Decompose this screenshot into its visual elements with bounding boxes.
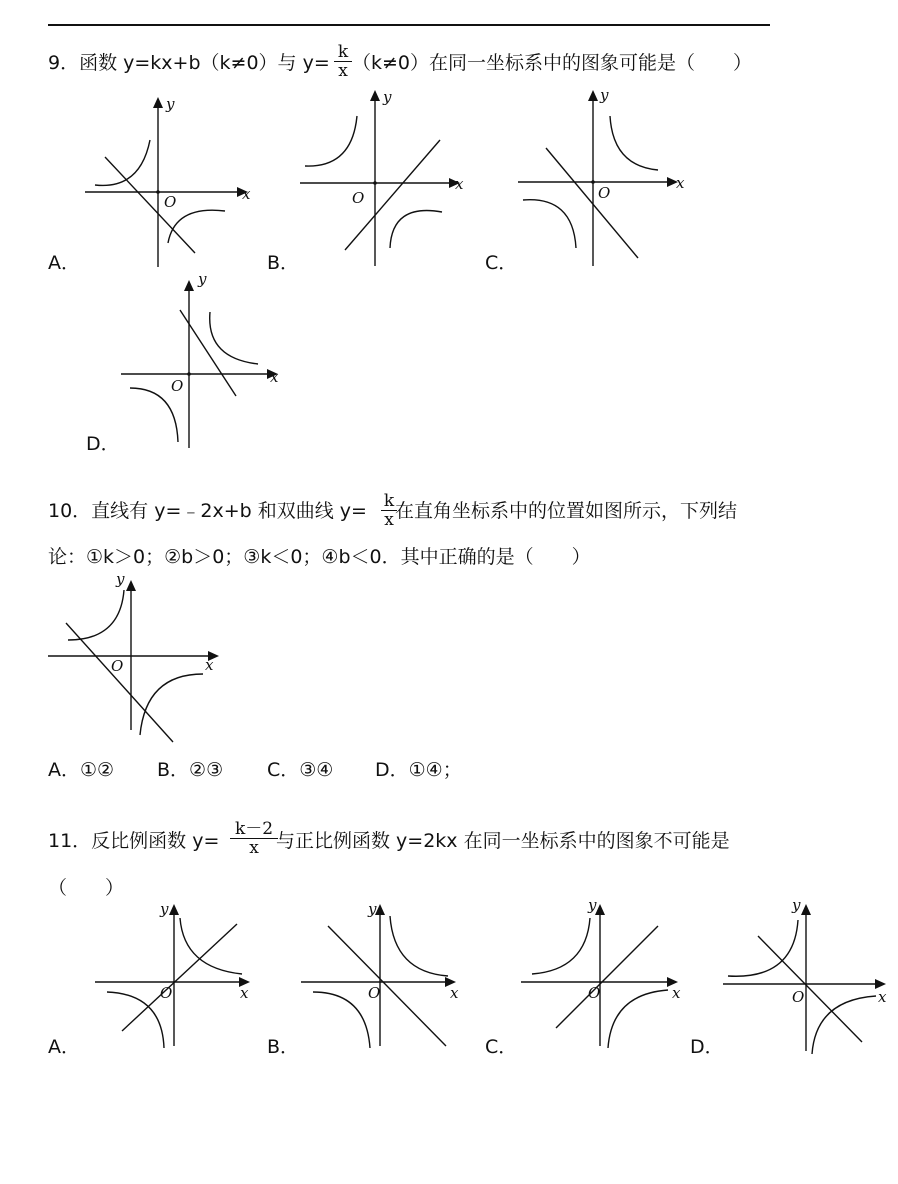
q10-line	[66, 623, 173, 742]
q9c-hyperbola-branch-lower	[523, 200, 576, 248]
q9c-origin-label: O	[598, 184, 611, 202]
q11-option-a[interactable]: A．	[48, 1036, 80, 1058]
q9d-hyperbola-branch-lower	[130, 388, 178, 442]
q10-x-label: x	[205, 656, 214, 674]
q9d-hyperbola-branch-upper	[210, 312, 258, 364]
q11c-hyperbola-branch-lower	[608, 990, 668, 1048]
q11a-y-label: y	[160, 900, 169, 918]
q11-fraction	[230, 820, 278, 857]
q11a-origin-label: O	[160, 984, 173, 1002]
q9-frac-num: k	[337, 42, 349, 62]
q9-graph-c	[518, 88, 698, 268]
q9a-y-label: y	[166, 95, 175, 113]
q9a-hyperbola-branch-right	[168, 210, 225, 243]
q9d-y-label: y	[198, 270, 207, 288]
q11b-line	[328, 926, 446, 1046]
q9-option-b[interactable]: B．	[267, 252, 300, 274]
q11c-x-label: x	[672, 984, 681, 1002]
q9-suffix: （k≠0）在同一坐标系中的图象可能是（ ）	[352, 52, 753, 74]
q9b-origin-label: O	[352, 189, 365, 207]
q9-option-d[interactable]: D．	[86, 433, 120, 455]
q11-option-d[interactable]: D．	[690, 1036, 724, 1058]
q11a-hyperbola-branch-upper	[180, 918, 242, 974]
q11b-origin-label: O	[368, 984, 381, 1002]
q9a-origin-label: O	[164, 193, 177, 211]
q11d-origin-label: O	[792, 988, 805, 1006]
q11-suffix: 与正比例函数 y=2kx 在同一坐标系中的图象不可能是	[276, 830, 730, 852]
q10-frac-den: x	[384, 510, 394, 530]
q11b-hyperbola-branch-upper	[390, 916, 448, 976]
q10-choice-d[interactable]: D．①④；	[375, 759, 462, 781]
q9c-hyperbola-branch-upper	[610, 116, 658, 170]
q11c-hyperbola-branch-upper	[532, 918, 590, 974]
q9a-line	[105, 157, 195, 253]
q11-graph-d	[720, 896, 890, 1056]
q11d-hyperbola-branch-upper	[728, 920, 798, 976]
q11d-hyperbola-branch-lower	[812, 996, 876, 1054]
q9-graph-d	[118, 270, 298, 450]
q9-option-c[interactable]: C．	[485, 252, 518, 274]
q11-answer-paren: （ ）	[48, 877, 125, 899]
q10-origin-label: O	[111, 657, 124, 675]
q11-frac-num: k－2	[234, 819, 274, 839]
q9b-hyperbola-branch-lower	[390, 211, 442, 249]
q9c-line	[546, 148, 638, 258]
q11-option-c[interactable]: C．	[485, 1036, 518, 1058]
q9-frac-den: x	[338, 61, 348, 81]
q9c-x-label: x	[676, 174, 685, 192]
q10-y-label: y	[116, 570, 125, 588]
q9-option-a[interactable]: A．	[48, 252, 80, 274]
q11a-line	[122, 924, 237, 1031]
q9d-origin-label: O	[171, 377, 184, 395]
q11d-x-label: x	[878, 988, 887, 1006]
q9a-hyperbola-branch-left	[95, 140, 150, 185]
q11c-origin-label: O	[588, 984, 601, 1002]
q10-choice-a[interactable]: A．①②	[48, 759, 115, 781]
q9-graph-b	[300, 88, 480, 268]
top-rule	[48, 24, 770, 26]
q10-hyperbola-branch-right	[140, 674, 203, 735]
q11b-y-label: y	[368, 900, 377, 918]
q10-choice-c[interactable]: C．③④	[267, 759, 334, 781]
q11b-hyperbola-branch-lower	[313, 992, 370, 1048]
q10-line1-prefix: 10．直线有 y=﹣2x+b 和双曲线 y=	[48, 500, 367, 522]
q11b-x-label: x	[450, 984, 459, 1002]
q9d-x-label: x	[270, 368, 279, 386]
q9a-x-label: x	[242, 185, 251, 203]
q11-graph-a	[92, 896, 262, 1056]
q11d-line	[758, 936, 862, 1042]
q11d-y-label: y	[792, 896, 801, 914]
q11c-line	[556, 926, 658, 1028]
q10-frac-num: k	[383, 491, 395, 511]
q11-prefix: 11．反比例函数 y=	[48, 830, 220, 852]
q10-graph	[48, 570, 228, 745]
q9c-y-label: y	[600, 86, 609, 104]
q10-line2: 论：①k＞0；②b＞0；③k＜0；④b＜0．其中正确的是（ ）	[48, 546, 591, 568]
q11-graph-b	[298, 896, 468, 1056]
q11c-y-label: y	[588, 896, 597, 914]
q9b-hyperbola-branch-upper	[305, 116, 357, 166]
q10-line1-suffix: 在直角坐标系中的位置如图所示，下列结	[395, 500, 738, 522]
q9-fraction	[334, 43, 352, 80]
q10-hyperbola-branch-left	[68, 590, 124, 640]
q9b-y-label: y	[383, 88, 392, 106]
q11-frac-den: x	[249, 838, 259, 858]
q9b-x-label: x	[455, 175, 464, 193]
q10-choice-b[interactable]: B．②③	[157, 759, 224, 781]
q11-option-b[interactable]: B．	[267, 1036, 300, 1058]
q9-graph-a	[80, 95, 260, 270]
q9-prefix: 9．函数 y=kx+b（k≠0）与 y=	[48, 52, 330, 74]
q11a-x-label: x	[240, 984, 249, 1002]
q11-graph-c	[518, 896, 688, 1056]
